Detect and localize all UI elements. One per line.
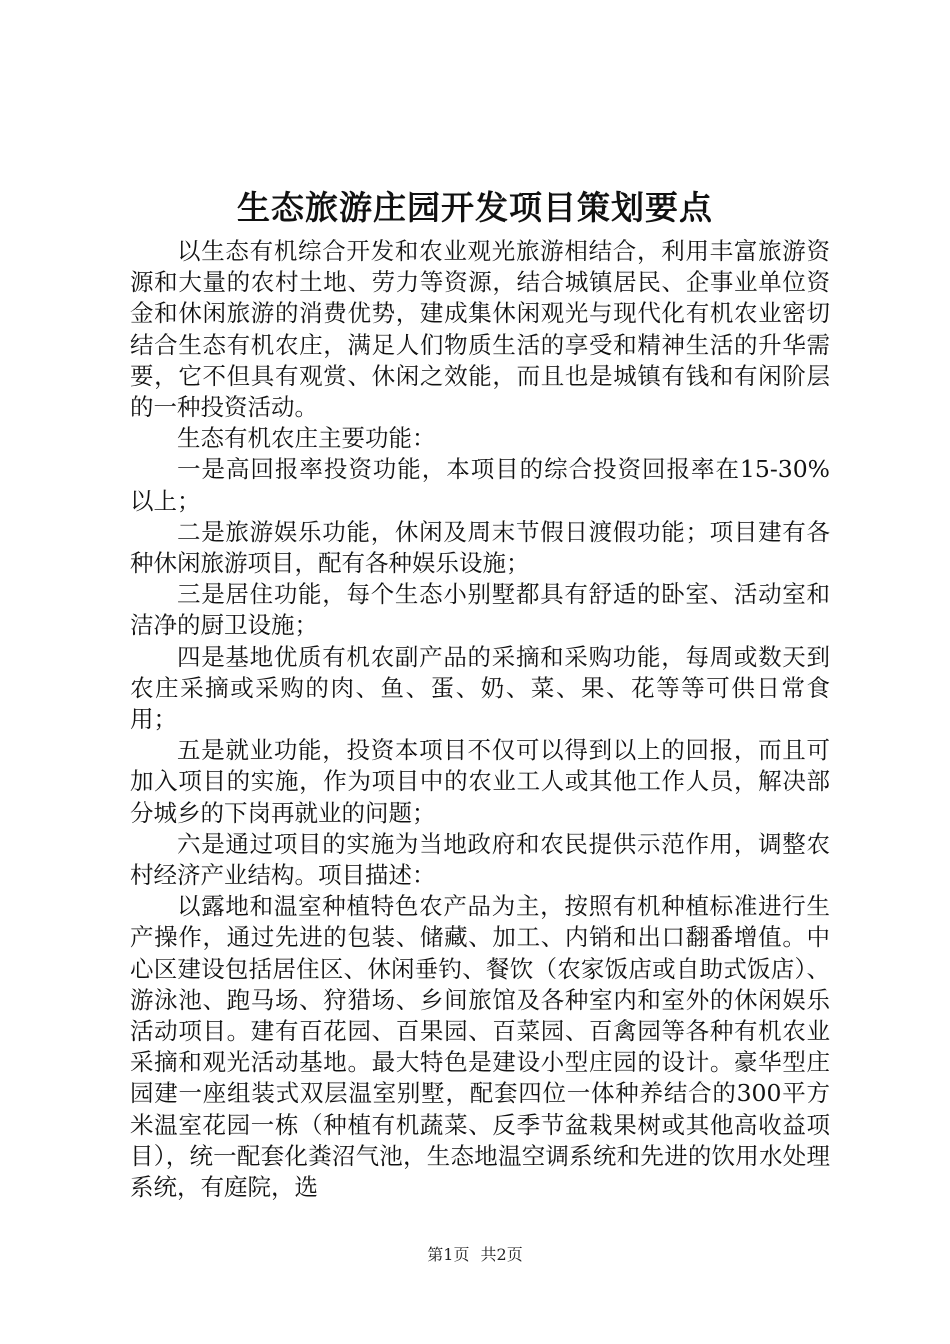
paragraph-function-5: 五是就业功能，投资本项目不仅可以得到以上的回报，而且可加入项目的实施，作为项目中的农业工人或其他工作人员，解决部分城乡的下岗再就业的问题； [130, 736, 830, 827]
paragraph-function-4: 四是基地优质有机农副产品的采摘和采购功能，每周或数天到农庄采摘或采购的肉、鱼、蛋、奶、菜、果、花等等可供日常食用； [130, 642, 830, 734]
paragraph-function-3: 三是居住功能，每个生态小别墅都具有舒适的卧室、活动室和洁净的厨卫设施； [130, 580, 830, 640]
paragraph-intro: 以生态有机综合开发和农业观光旅游相结合，利用丰富旅游资源和大量的农村土地、劳力等资源，结合城镇居民、企事业单位资金和休闲旅游的消费优势，建成集休闲观光与现代化有机农业密切结合生态有机农庄，满足人们物质生活的享受和精神生活的升华需要，它不但具有观赏、休闲之效能，而且也是城镇有钱和有闲阶层的一种投资活动。 [130, 237, 830, 422]
paragraph-function-2: 二是旅游娱乐功能，休闲及周末节假日渡假功能；项目建有各种休闲旅游项目，配有各种娱乐设施； [130, 517, 830, 578]
page-footer [0, 1244, 950, 1266]
paragraph-functions-heading: 生态有机农庄主要功能： [177, 424, 436, 453]
page-total: 共2页 [480, 1245, 523, 1264]
paragraph-project-description: 以露地和温室种植特色农产品为主，按照有机种植标准进行生产操作，通过先进的包装、储藏、加工、内销和出口翻番增值。中心区建设包括居住区、休闲垂钓、餐饮（农家饭店或自助式饭店）、游泳池、跑马场、狩猎场、乡间旅馆及各种室内和室外的休闲娱乐活动项目。建有百花园、百果园、百菜园、百禽园等各种有机农业采摘和观光活动基地。最大特色是建设小型庄园的设计。豪华型庄园建一座组装式双层温室别墅，配套四位一体种养结合的300平方米温室花园一栋（种植有机蔬菜、反季节盆栽果树或其他高收益项目），统一配套化粪沼气池，生态地温空调系统和先进的饮用水处理系统，有庭院，选 [130, 892, 830, 1202]
document-body [130, 236, 830, 1203]
paragraph-function-1: 一是高回报率投资功能，本项目的综合投资回报率在15-30%以上； [130, 455, 830, 515]
page-number: 第1页 [427, 1245, 470, 1264]
paragraph-function-6: 六是通过项目的实施为当地政府和农民提供示范作用，调整农村经济产业结构。项目描述： [130, 829, 830, 890]
document-title: 生态旅游庄园开发项目策划要点 [237, 188, 713, 227]
